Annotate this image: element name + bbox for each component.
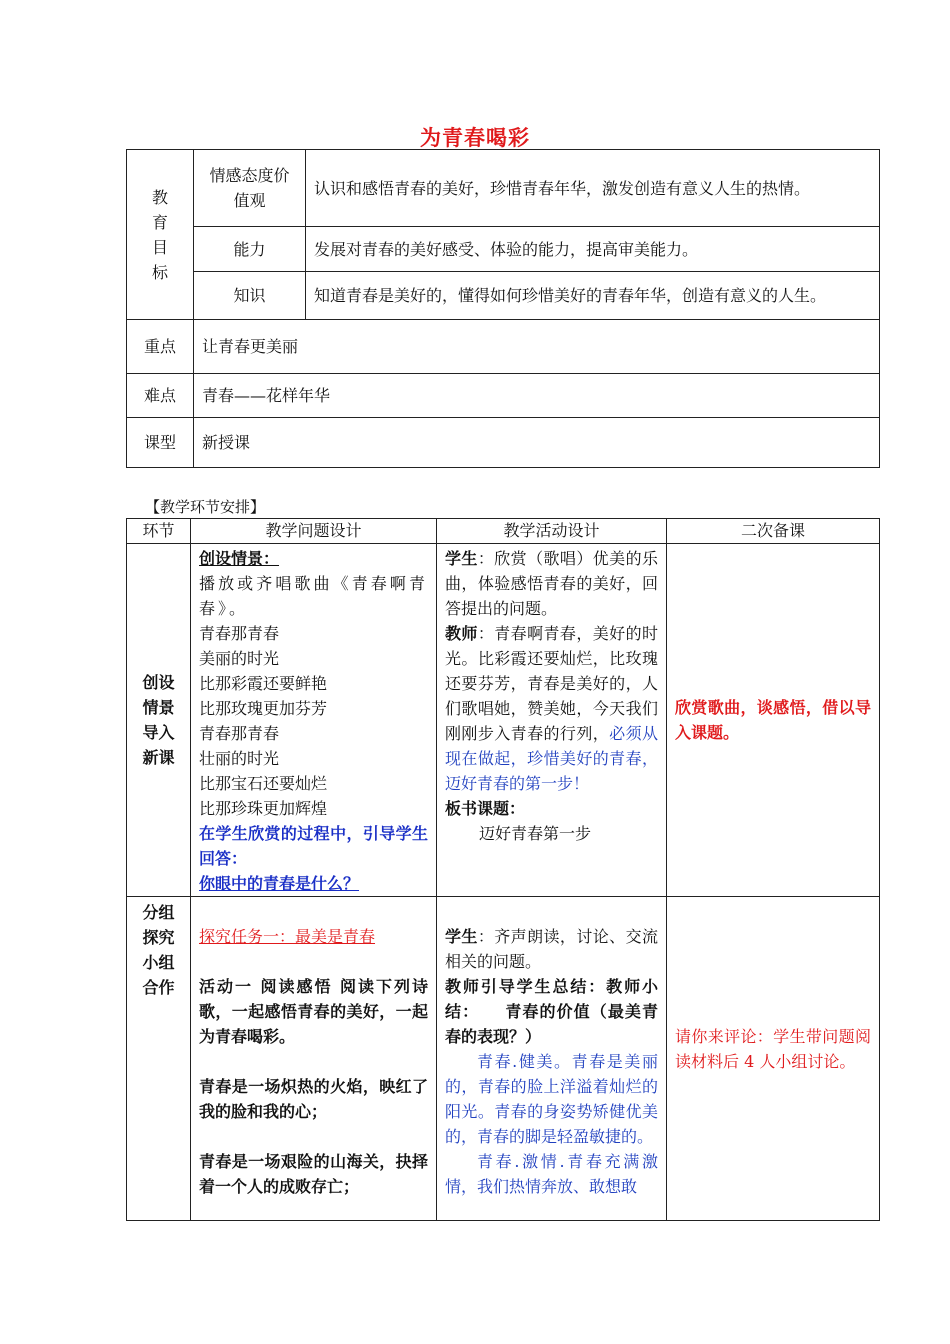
student-text: ：欣赏（歌唱）优美的乐曲，体验感悟青春的美好，回答提出的问题。 <box>445 549 658 618</box>
header-activity-design: 教学活动设计 <box>437 519 667 544</box>
spacer <box>199 949 428 974</box>
lyric-line: 青春那青春 <box>199 724 280 743</box>
teacher-text: ：青春啊青春，美好的时光。比彩霞还要灿烂，比玫瑰还要芬芳，青春是美好的，人们歌唱她，赞美她，今天我们刚刚步入青春的行列， <box>445 624 658 743</box>
objectives-table <box>126 149 880 468</box>
stage1-problem <box>191 544 437 897</box>
group-label-char: 目 <box>151 237 168 257</box>
stage1-teacher-text <box>445 621 658 796</box>
student-label: 学生 <box>445 927 478 946</box>
group-label-char: 育 <box>151 212 168 232</box>
stage-label-line: 导入 <box>142 723 175 742</box>
stage-label-line: 新课 <box>142 748 175 767</box>
stage1-activity <box>437 544 667 897</box>
header-second-prep: 二次备课 <box>667 519 880 544</box>
summary-para: 青春.激情.青春充满激情，我们热情奔放、敢想敢 <box>445 1152 658 1196</box>
stage-label-line: 探究 <box>142 928 175 947</box>
objective-label-knowledge: 知识 <box>194 272 306 320</box>
objective-content-knowledge: 知道青春是美好的，懂得如何珍惜美好的青春年华，创造有意义的人生。 <box>306 272 880 320</box>
teacher-label: 教师 <box>445 624 478 643</box>
stage2-notes-text: 请你来评论：学生带问题阅读材料后 4 人小组讨论。 <box>675 1026 871 1071</box>
poem-line: 青春是一场艰险的山海关，抉择着一个人的成败存亡； <box>199 1152 428 1196</box>
stage1-heading: 创设情景： <box>199 549 280 568</box>
page-title: 为青春喝彩 <box>420 125 530 150</box>
stage1-student-text <box>445 546 658 621</box>
stage2-student-text <box>445 924 658 974</box>
teaching-plan-table <box>126 518 880 1221</box>
info-label-difficulty: 难点 <box>127 374 194 418</box>
section-heading: 【教学环节安排】 <box>145 498 266 516</box>
stage1-intro: 播放或齐唱歌曲《青春啊青春》。 <box>199 574 428 618</box>
group-label-char: 教 <box>151 187 168 207</box>
lyric-line: 壮丽的时光 <box>199 749 280 768</box>
info-label-lesson-type: 课型 <box>127 418 194 468</box>
teacher-summary: 教师引导学生总结：教师小结： 青春的价值（最美青春的表现？） <box>445 977 658 1046</box>
objective-content-attitude: 认识和感悟青春的美好，珍惜青春年华，激发创造有意义人生的热情。 <box>306 150 880 227</box>
objective-label-attitude <box>194 150 306 227</box>
info-content-lesson-type: 新授课 <box>194 418 880 468</box>
lyric-line: 比那宝石还要灿烂 <box>199 774 328 793</box>
stage1-question: 你眼中的青春是什么？ <box>199 874 360 893</box>
summary-para: 青春.健美。青春是美丽的，青春的脸上洋溢着灿烂的阳光。青春的身姿势矫健优美的，青春的脚是轻盈敏捷的。 <box>445 1052 658 1146</box>
objectives-group-label <box>127 150 194 320</box>
stage-label-line: 合作 <box>142 978 175 997</box>
board-label: 板书课题： <box>445 799 526 818</box>
board-title: 迈好青春第一步 <box>479 824 592 843</box>
header-stage: 环节 <box>127 519 191 544</box>
label-line: 情感态度价 <box>209 166 290 185</box>
teacher-emphasis: 必须从现在做起，珍惜美好的青春，迈好青春的第一步！ <box>445 724 658 793</box>
student-label: 学生 <box>445 549 478 568</box>
objective-content-ability: 发展对青春的美好感受、体验的能力，提高审美能力。 <box>306 227 880 272</box>
student-text: ：齐声朗读，讨论、交流相关的问题。 <box>445 927 658 971</box>
stage2-activity <box>437 897 667 1221</box>
stage1-notes-text: 欣赏歌曲，谈感悟，借以导入课题。 <box>675 698 871 742</box>
stage2-task: 探究任务一：最美是青春 <box>199 927 376 946</box>
stage2-notes <box>667 897 880 1221</box>
stage-label-line: 小组 <box>142 953 175 972</box>
info-content-difficulty: 青春——花样年华 <box>194 374 880 418</box>
spacer <box>199 1124 428 1149</box>
spacer <box>199 1049 428 1074</box>
stage1-notes <box>667 544 880 897</box>
lyric-line: 比那玫瑰更加芬芳 <box>199 699 328 718</box>
group-label-char: 标 <box>151 262 168 282</box>
objective-label-ability: 能力 <box>194 227 306 272</box>
stage2-problem <box>191 897 437 1221</box>
stage1-guide: 在学生欣赏的过程中，引导学生回答： <box>199 824 428 868</box>
stage-label-line: 分组 <box>142 903 175 922</box>
info-label-key-point: 重点 <box>127 320 194 374</box>
lyric-line: 青春那青春 <box>199 624 280 643</box>
stage2-activity-intro: 活动一 阅读感悟 阅读下列诗歌，一起感悟青春的美好，一起为青春喝彩。 <box>199 977 428 1046</box>
stage-label-line: 情景 <box>142 698 175 717</box>
header-problem-design: 教学问题设计 <box>191 519 437 544</box>
info-content-key-point: 让青春更美丽 <box>194 320 880 374</box>
poem-line: 青春是一场炽热的火焰，映红了我的脸和我的心； <box>199 1077 428 1121</box>
lyric-line: 美丽的时光 <box>199 649 280 668</box>
lyric-line: 比那珍珠更加辉煌 <box>199 799 328 818</box>
lyric-line: 比那彩霞还要鲜艳 <box>199 674 328 693</box>
stage2-label <box>127 897 191 1221</box>
stage1-label <box>127 544 191 897</box>
label-line: 值观 <box>233 191 266 210</box>
stage-label-line: 创设 <box>142 673 175 692</box>
